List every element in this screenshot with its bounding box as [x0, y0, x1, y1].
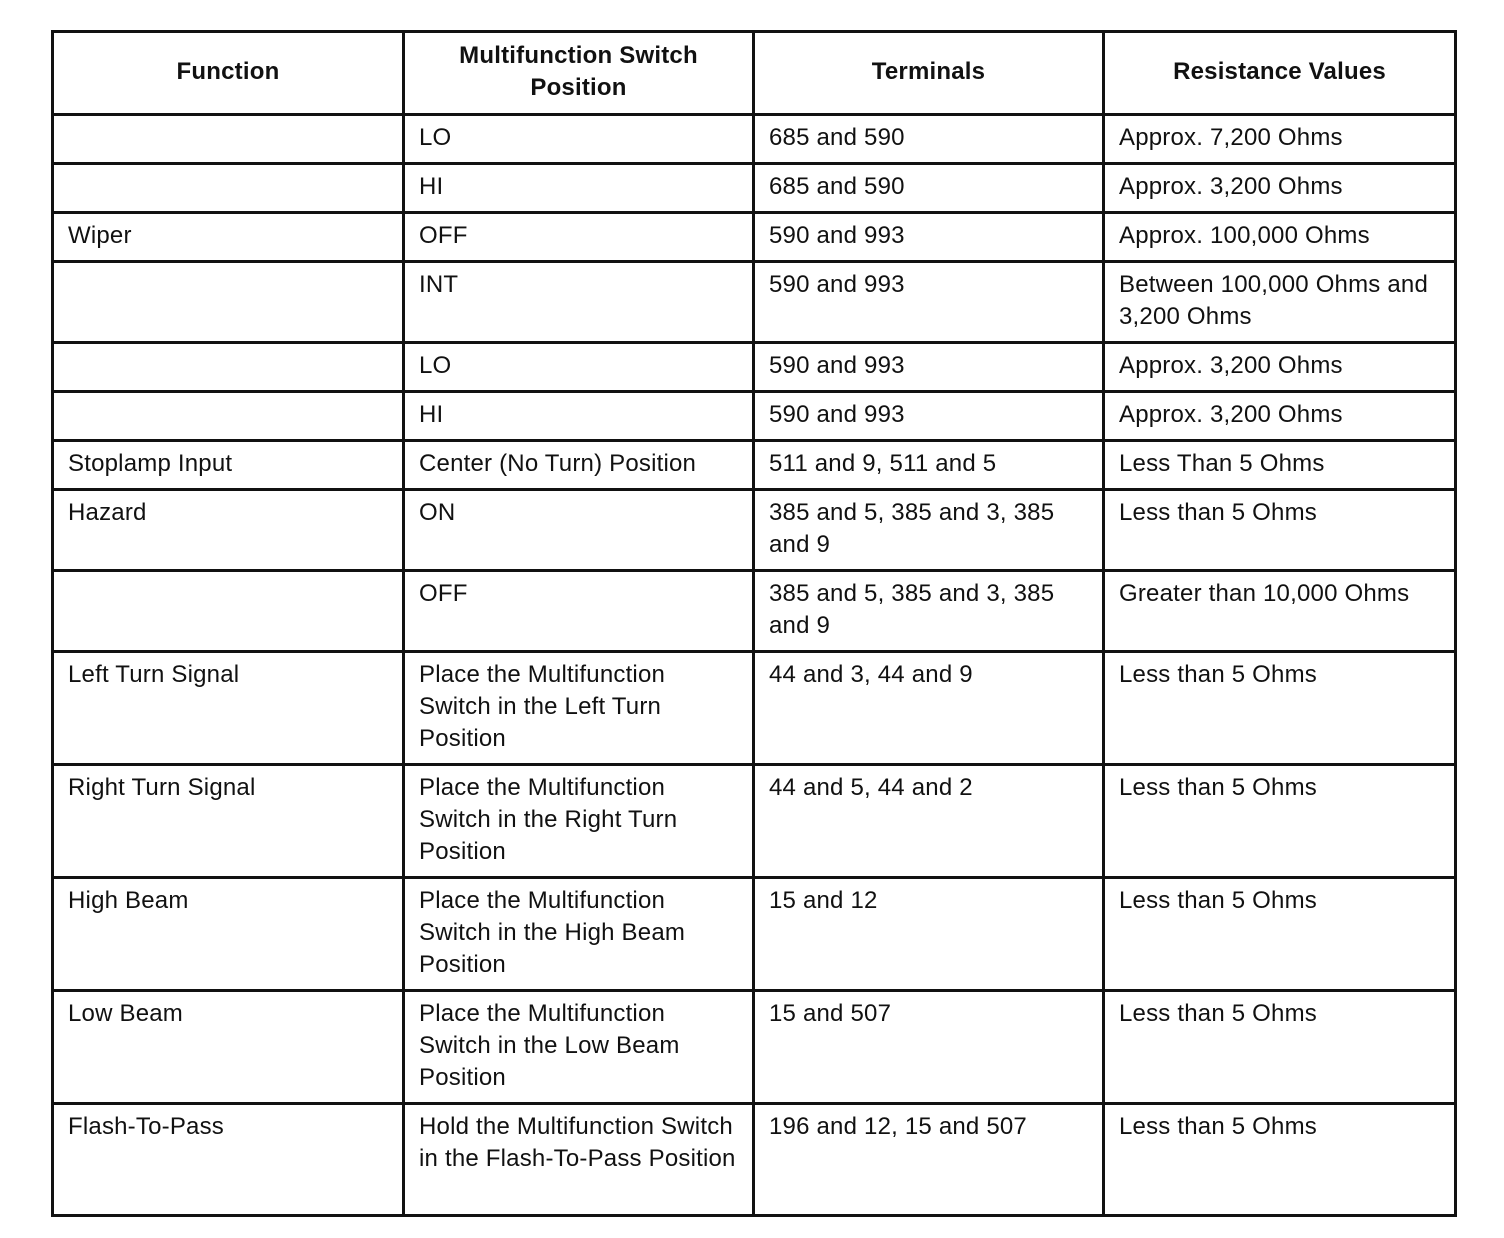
cell-switch-position: HI [404, 164, 754, 213]
cell-function: Stoplamp Input [53, 441, 404, 490]
table-row [53, 652, 1456, 765]
cell-function [53, 392, 404, 441]
cell-terminals: 44 and 3, 44 and 9 [754, 652, 1104, 765]
cell-resistance: Approx. 3,200 Ohms [1104, 164, 1456, 213]
table-header [53, 32, 1456, 115]
cell-terminals: 685 and 590 [754, 115, 1104, 164]
cell-terminals: 511 and 9, 511 and 5 [754, 441, 1104, 490]
table-row [53, 392, 1456, 441]
cell-switch-position: Place the Multifunction Switch in the Low Beam Position [404, 991, 754, 1104]
cell-resistance: Approx. 100,000 Ohms [1104, 213, 1456, 262]
cell-switch-position: Place the Multifunction Switch in the Right Turn Position [404, 765, 754, 878]
header-row [53, 32, 1456, 115]
table-row [53, 441, 1456, 490]
multifunction-switch-resistance-table [51, 30, 1457, 1217]
cell-resistance: Less than 5 Ohms [1104, 490, 1456, 571]
cell-function [53, 571, 404, 652]
cell-function: Flash-To-Pass [53, 1104, 404, 1216]
cell-resistance: Less than 5 Ohms [1104, 991, 1456, 1104]
table-row [53, 765, 1456, 878]
cell-function: Left Turn Signal [53, 652, 404, 765]
cell-function [53, 164, 404, 213]
cell-switch-position: HI [404, 392, 754, 441]
table-body [53, 115, 1456, 1216]
cell-terminals: 385 and 5, 385 and 3, 385 and 9 [754, 490, 1104, 571]
cell-terminals: 15 and 507 [754, 991, 1104, 1104]
cell-switch-position: INT [404, 262, 754, 343]
cell-switch-position: LO [404, 115, 754, 164]
header-switch-position: Multifunction Switch Position [404, 32, 754, 115]
cell-switch-position: LO [404, 343, 754, 392]
cell-function: High Beam [53, 878, 404, 991]
cell-terminals: 44 and 5, 44 and 2 [754, 765, 1104, 878]
cell-resistance: Less than 5 Ohms [1104, 765, 1456, 878]
cell-function [53, 115, 404, 164]
table-row [53, 878, 1456, 991]
table-row [53, 991, 1456, 1104]
cell-function: Low Beam [53, 991, 404, 1104]
cell-terminals: 15 and 12 [754, 878, 1104, 991]
header-function: Function [53, 32, 404, 115]
cell-resistance: Less Than 5 Ohms [1104, 441, 1456, 490]
cell-resistance: Less than 5 Ohms [1104, 1104, 1456, 1216]
cell-resistance: Approx. 3,200 Ohms [1104, 392, 1456, 441]
cell-function: Right Turn Signal [53, 765, 404, 878]
header-terminals: Terminals [754, 32, 1104, 115]
cell-terminals: 590 and 993 [754, 392, 1104, 441]
cell-switch-position: Center (No Turn) Position [404, 441, 754, 490]
cell-switch-position: OFF [404, 571, 754, 652]
table-row [53, 164, 1456, 213]
cell-resistance: Greater than 10,000 Ohms [1104, 571, 1456, 652]
cell-function [53, 262, 404, 343]
cell-terminals: 590 and 993 [754, 213, 1104, 262]
cell-terminals: 196 and 12, 15 and 507 [754, 1104, 1104, 1216]
table-row [53, 571, 1456, 652]
cell-resistance: Less than 5 Ohms [1104, 878, 1456, 991]
cell-function: Hazard [53, 490, 404, 571]
header-resistance-values: Resistance Values [1104, 32, 1456, 115]
cell-terminals: 590 and 993 [754, 343, 1104, 392]
cell-resistance: Between 100,000 Ohms and 3,200 Ohms [1104, 262, 1456, 343]
cell-terminals: 385 and 5, 385 and 3, 385 and 9 [754, 571, 1104, 652]
cell-switch-position: Place the Multifunction Switch in the Left Turn Position [404, 652, 754, 765]
table-row [53, 490, 1456, 571]
table-row [53, 1104, 1456, 1216]
cell-switch-position: Hold the Multifunction Switch in the Flash-To-Pass Position [404, 1104, 754, 1216]
cell-switch-position: ON [404, 490, 754, 571]
cell-resistance: Approx. 3,200 Ohms [1104, 343, 1456, 392]
cell-terminals: 590 and 993 [754, 262, 1104, 343]
cell-function: Wiper [53, 213, 404, 262]
multifunction-switch-table-container [51, 30, 1454, 1217]
table-row [53, 343, 1456, 392]
cell-resistance: Approx. 7,200 Ohms [1104, 115, 1456, 164]
cell-function [53, 343, 404, 392]
cell-switch-position: OFF [404, 213, 754, 262]
table-row [53, 262, 1456, 343]
table-row [53, 213, 1456, 262]
cell-switch-position: Place the Multifunction Switch in the High Beam Position [404, 878, 754, 991]
cell-terminals: 685 and 590 [754, 164, 1104, 213]
table-row [53, 115, 1456, 164]
cell-resistance: Less than 5 Ohms [1104, 652, 1456, 765]
